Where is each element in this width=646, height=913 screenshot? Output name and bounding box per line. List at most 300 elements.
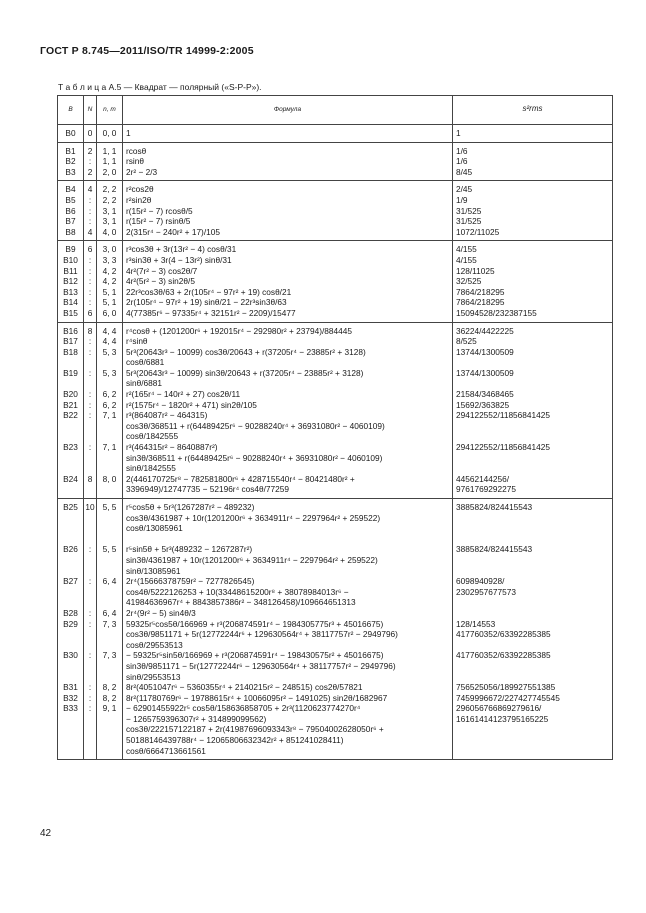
- cell-line: B7: [65, 216, 76, 227]
- cell-line: [85, 746, 95, 757]
- cell-line: :: [88, 297, 92, 308]
- cell-line: B9: [65, 244, 76, 255]
- cell-line: 2, 2: [102, 184, 117, 195]
- cell-line: [98, 597, 121, 608]
- cell-line: B3: [65, 166, 76, 177]
- cell-line: [456, 523, 610, 534]
- cell-line: [85, 378, 95, 389]
- cell-line: 4/155: [456, 254, 477, 265]
- cell-line: :: [88, 692, 92, 703]
- cell-line: 4r²(5r² − 3) sin2θ/5: [126, 276, 195, 287]
- cell-line: B11: [63, 265, 78, 276]
- cell-line: [98, 357, 121, 368]
- cell-line: 2/45: [456, 184, 473, 195]
- cell-line: [98, 463, 121, 474]
- cell-line: 3, 1: [102, 216, 117, 227]
- cell-line: sinθ/13085961: [126, 565, 181, 576]
- cell-line: cosθ/6664713661561: [126, 745, 206, 756]
- cell-line: 0, 0: [102, 128, 117, 138]
- cell-line: [98, 453, 121, 464]
- cell-line: cosθ/1842555: [126, 431, 179, 442]
- cell-line: B8: [65, 226, 76, 237]
- cell-b: [58, 499, 84, 760]
- cell-line: 31/525: [456, 216, 482, 227]
- cell-line: 4, 0: [102, 226, 117, 237]
- cell-line: [85, 513, 95, 524]
- cell-line: B33: [63, 703, 78, 714]
- cell-line: 50188146439788r⁴ − 12065806632342r² + 851241028411): [126, 735, 344, 746]
- cell-line: 1, 1: [102, 145, 117, 156]
- cell-line: cosθ/6881: [126, 357, 165, 368]
- cell-line: [98, 421, 121, 432]
- cell-line: B12: [63, 276, 78, 287]
- cell-line: 3885824/824415543: [456, 544, 533, 555]
- cell-line: [59, 523, 82, 534]
- col-header-b: B: [58, 96, 84, 125]
- cell-line: [98, 587, 121, 598]
- cell-line: r⁵cos5θ + 5r³(1267287r² − 489232): [126, 502, 255, 512]
- cell-n: [84, 322, 97, 499]
- cell-line: 16161414123795165225: [456, 713, 549, 724]
- cell-line: B19: [63, 367, 78, 378]
- cell-line: [85, 555, 95, 566]
- cell-line: B22: [63, 410, 78, 421]
- cell-line: [85, 714, 95, 725]
- cell-line: [85, 629, 95, 640]
- cell-line: 5, 1: [102, 286, 117, 297]
- cell-line: :: [88, 399, 92, 410]
- zernike-table: [57, 95, 612, 760]
- table-row: [58, 241, 613, 322]
- cell-line: B14: [63, 297, 78, 308]
- cell-line: 4(77385r⁶ − 97335r⁴ + 32151r² − 2209)/15477: [126, 307, 296, 318]
- cell-line: 2r⁴(15666378759r² − 7277826545): [126, 576, 255, 587]
- cell-line: 0: [87, 128, 93, 138]
- cell-nm: [97, 499, 123, 760]
- cell-line: 8r²(4051047r⁶ − 5360355r⁴ + 2140215r² − 248515) cos2θ/57821: [126, 682, 363, 693]
- cell-line: [98, 378, 121, 389]
- cell-line: 4/155: [456, 244, 477, 255]
- cell-line: 2: [87, 145, 93, 156]
- cell-line: [59, 735, 82, 746]
- cell-line: 417760352/63392285385: [456, 650, 551, 661]
- cell-line: 2(446170725r⁸ − 782581800r⁶ + 428715540r⁴ − 80421480r² +: [126, 473, 355, 484]
- cell-line: 8, 2: [102, 692, 117, 703]
- cell-line: [456, 431, 610, 442]
- cell-line: [456, 608, 610, 619]
- cell-line: 4: [87, 226, 93, 237]
- cell-line: [456, 672, 610, 683]
- cell-line: 2302957677573: [456, 586, 516, 597]
- cell-line: [59, 421, 82, 432]
- cell-line: [59, 431, 82, 442]
- cell-line: 8, 2: [102, 682, 117, 693]
- cell-line: [59, 672, 82, 683]
- cell-line: [59, 453, 82, 464]
- cell-line: 4, 2: [102, 276, 117, 287]
- cell-line: [85, 463, 95, 474]
- table-header-row: [58, 96, 613, 125]
- cell-line: 1/6: [456, 145, 468, 156]
- table-row: [58, 142, 613, 181]
- cell-line: B26: [63, 544, 78, 555]
- col-header-formula: Формула: [123, 96, 453, 125]
- cell-line: [59, 555, 82, 566]
- cell-line: 5, 3: [102, 346, 117, 357]
- cell-line: 32/525: [456, 276, 482, 287]
- cell-line: [456, 724, 610, 735]
- cell-line: [98, 431, 121, 442]
- cell-formula: [123, 322, 453, 499]
- cell-line: B24: [63, 473, 78, 484]
- cell-line: 6: [87, 244, 93, 255]
- cell-line: :: [88, 618, 92, 629]
- cell-line: B25: [63, 502, 78, 512]
- cell-line: [85, 597, 95, 608]
- cell-line: [59, 463, 82, 474]
- cell-line: B15: [63, 307, 78, 318]
- cell-line: r³(864087r² − 464315): [126, 410, 208, 421]
- cell-line: 2r⁴(9r² − 5) sin4θ/3: [126, 607, 196, 618]
- cell-line: 8: [87, 325, 93, 336]
- cell-line: r²sin2θ: [126, 194, 152, 205]
- cell-line: rsinθ: [126, 156, 144, 167]
- cell-line: [59, 357, 82, 368]
- cell-line: 1: [126, 128, 131, 138]
- cell-line: [59, 640, 82, 651]
- cell-line: sin3θ/368511 + r(64489425r⁶ − 90288240r⁴ + 36931080r² − 4060109): [126, 452, 383, 463]
- cell-line: 8: [87, 473, 93, 484]
- cell-nm: [97, 125, 123, 143]
- cell-line: r(15r² − 7) rsinθ/5: [126, 216, 191, 227]
- cell-line: 3, 1: [102, 205, 117, 216]
- cell-line: 2: [87, 166, 93, 177]
- cell-line: sin3θ/4361987 + 10r(1201200r⁶ + 3634911r⁴ − 2297964r² + 259522): [126, 554, 378, 565]
- cell-n: [84, 241, 97, 322]
- cell-srms: [453, 142, 613, 181]
- cell-line: [98, 484, 121, 495]
- cell-line: [456, 746, 610, 757]
- cell-nm: [97, 322, 123, 499]
- cell-line: 756525056/189927551385: [456, 682, 556, 693]
- cell-line: 15094528/232387155: [456, 307, 537, 318]
- cell-line: [456, 661, 610, 672]
- cell-line: sin3θ/9851171 − 5r(12772244r⁶ − 129630564r⁴ + 38117757r² − 2949796): [126, 660, 396, 671]
- cell-line: 6, 2: [102, 399, 117, 410]
- cell-line: sinθ/1842555: [126, 463, 176, 474]
- cell-line: r²(1575r⁴ − 1820r² + 471) sin2θ/105: [126, 399, 257, 410]
- cell-line: :: [88, 544, 92, 555]
- cell-line: r(15r² − 7) rcosθ/5: [126, 205, 193, 216]
- cell-line: r²cos2θ: [126, 184, 154, 195]
- cell-line: :: [88, 276, 92, 287]
- cell-line: [456, 735, 610, 746]
- cell-line: 5, 1: [102, 297, 117, 308]
- cell-line: :: [88, 205, 92, 216]
- cell-line: sinθ/6881: [126, 378, 162, 389]
- cell-line: [456, 357, 610, 368]
- cell-line: [98, 513, 121, 524]
- document-header: ГОСТ Р 8.745—2011/ISO/TR 14999-2:2005: [40, 45, 254, 57]
- cell-line: [59, 566, 82, 577]
- cell-line: [456, 534, 610, 545]
- cell-line: 59325r⁵cos5θ/166969 + r³(206874591r⁴ − 1984305775r³ + 45016675): [126, 618, 384, 629]
- cell-line: 4, 2: [102, 265, 117, 276]
- cell-line: B31: [63, 682, 78, 693]
- cell-line: [456, 453, 610, 464]
- cell-line: 6: [87, 307, 93, 318]
- cell-nm: [97, 142, 123, 181]
- cell-line: [85, 661, 95, 672]
- cell-line: :: [88, 650, 92, 661]
- cell-n: [84, 181, 97, 241]
- cell-line: 2(315r⁴ − 240r² + 17)/105: [126, 226, 220, 237]
- cell-line: 7, 3: [102, 650, 117, 661]
- cell-formula: [123, 241, 453, 322]
- cell-line: [85, 421, 95, 432]
- cell-line: 4r²(7r² − 3) cos2θ/7: [126, 265, 198, 276]
- cell-line: 6, 4: [102, 607, 117, 618]
- cell-line: [98, 661, 121, 672]
- cell-srms: [453, 322, 613, 499]
- cell-line: :: [88, 389, 92, 400]
- cell-line: 6, 0: [102, 307, 117, 318]
- table-row: [58, 181, 613, 241]
- cell-line: B10: [63, 254, 78, 265]
- cell-line: 3, 3: [102, 254, 117, 265]
- cell-line: 5, 5: [102, 544, 117, 555]
- cell-line: 9, 1: [102, 703, 117, 714]
- cell-line: 13744/1300509: [456, 367, 514, 378]
- cell-formula: [123, 125, 453, 143]
- cell-line: [456, 597, 610, 608]
- cell-line: r³(464315r² − 8640887r²): [126, 442, 218, 453]
- cell-line: 8/525: [456, 336, 477, 347]
- cell-line: cos3θ/4361987 + 10r(1201200r⁶ + 3634911r⁴ − 2297964r² + 259522): [126, 512, 381, 523]
- cell-line: 1/6: [456, 156, 468, 167]
- cell-line: B5: [65, 194, 76, 205]
- cell-line: [85, 357, 95, 368]
- cell-line: [59, 714, 82, 725]
- cell-line: 13744/1300509: [456, 346, 514, 357]
- cell-line: 2, 0: [102, 166, 117, 177]
- cell-line: [85, 724, 95, 735]
- cell-line: [59, 746, 82, 757]
- col-header-srms: [453, 96, 613, 125]
- cell-line: B4: [65, 184, 76, 195]
- cell-line: :: [88, 410, 92, 421]
- table-body: [58, 125, 613, 760]
- cell-line: [126, 534, 450, 545]
- page-number: 42: [40, 828, 52, 839]
- cell-n: [84, 142, 97, 181]
- srms-label: s²rms: [522, 104, 543, 114]
- cell-line: [456, 640, 610, 651]
- table-row: [58, 322, 613, 499]
- cell-line: 31/525: [456, 205, 482, 216]
- cell-b: [58, 142, 84, 181]
- cell-line: :: [88, 576, 92, 587]
- cell-line: cos3θ/9851171 + 5r(12772244r⁶ + 129630564r⁴ + 38117757r² − 2949796): [126, 629, 398, 640]
- cell-line: − 1265759396307r² + 314899099562): [126, 713, 267, 724]
- cell-line: [85, 484, 95, 495]
- cell-line: [98, 534, 121, 545]
- cell-srms: [453, 499, 613, 760]
- cell-line: [59, 378, 82, 389]
- cell-line: r⁴sinθ: [126, 336, 148, 347]
- cell-srms: [453, 181, 613, 241]
- cell-line: :: [88, 265, 92, 276]
- col-header-n: N: [84, 96, 97, 125]
- cell-line: 5, 3: [102, 367, 117, 378]
- cell-line: 7459996672/227427745545: [456, 692, 560, 703]
- cell-line: 128/14553: [456, 618, 496, 629]
- cell-line: 21584/3468465: [456, 389, 514, 400]
- cell-line: 2, 2: [102, 194, 117, 205]
- cell-line: 10: [85, 502, 95, 512]
- cell-formula: [123, 499, 453, 760]
- table-row: [58, 499, 613, 760]
- cell-nm: [97, 241, 123, 322]
- cell-line: [98, 672, 121, 683]
- cell-srms: [453, 125, 613, 143]
- cell-line: [85, 534, 95, 545]
- cell-line: [98, 746, 121, 757]
- cell-b: [58, 125, 84, 143]
- cell-line: cos3θ/222157122187 + 2r(41987696093343r⁸ − 79504002628050r⁶ +: [126, 724, 384, 735]
- cell-line: [59, 724, 82, 735]
- cell-line: 4, 4: [102, 336, 117, 347]
- cell-line: B21: [63, 399, 78, 410]
- cell-line: 44562144256/: [456, 473, 510, 484]
- cell-line: :: [88, 216, 92, 227]
- cell-line: B16: [63, 325, 78, 336]
- cell-line: [98, 555, 121, 566]
- cell-line: r⁵sin5θ + 5r³(489232 − 1267287r²): [126, 544, 253, 555]
- cell-line: :: [88, 156, 92, 167]
- cell-line: 5r³(20643r³ − 10099) sin3θ/20643 + r(37205r⁴ − 23885r² + 3128): [126, 367, 364, 378]
- cell-line: 1: [456, 128, 461, 138]
- cell-line: 41984636967r⁴ + 8843857386r² − 348126458)/109664651313: [126, 597, 356, 608]
- cell-line: sinθ/29553513: [126, 671, 181, 682]
- cell-line: [59, 629, 82, 640]
- cell-formula: [123, 142, 453, 181]
- cell-line: [98, 714, 121, 725]
- cell-line: cosθ/13085961: [126, 523, 183, 534]
- cell-line: 2r(105r⁴ − 97r² + 19) sinθ/21 − 22r³sin3θ/63: [126, 297, 287, 308]
- cell-line: [85, 453, 95, 464]
- cell-line: − 62901455922r⁵ cos5θ/158636858705 + 2r³(1120623774270r⁴: [126, 703, 361, 714]
- cell-line: B6: [65, 205, 76, 216]
- cell-srms: [453, 241, 613, 322]
- cell-line: r²(165r⁴ − 140r² + 27) cos2θ/11: [126, 389, 241, 400]
- cell-line: rcosθ: [126, 145, 147, 156]
- cell-line: 6, 2: [102, 389, 117, 400]
- table-row: [58, 125, 613, 143]
- cell-line: B20: [63, 389, 78, 400]
- cell-n: [84, 125, 97, 143]
- cell-line: :: [88, 682, 92, 693]
- cell-line: [98, 566, 121, 577]
- cell-line: r⁴cosθ + (1201200r⁶ + 192015r⁴ − 292980r² + 23794)/884445: [126, 325, 352, 336]
- cell-line: B27: [63, 576, 78, 587]
- cell-line: 8, 0: [102, 473, 117, 484]
- cell-line: [98, 735, 121, 746]
- cell-line: [456, 421, 610, 432]
- cell-line: B32: [63, 692, 78, 703]
- cell-line: B30: [63, 650, 78, 661]
- cell-line: 36224/4422225: [456, 325, 514, 336]
- cell-line: cos4θ/5222126253 + 10(33448615200r⁸ + 38078984013r⁶ −: [126, 586, 349, 597]
- cell-line: [85, 566, 95, 577]
- cell-line: [98, 724, 121, 735]
- cell-line: B28: [63, 607, 78, 618]
- cell-line: 7864/218295: [456, 297, 505, 308]
- cell-line: 9761769292275: [456, 484, 516, 495]
- cell-line: − 59325r⁵sin5θ/166969 + r³(206874591r⁴ − 198430575r² + 45016675): [126, 650, 384, 661]
- cell-line: cos3θ/368511 + r(64489425r⁶ − 90288240r⁴ + 36931080r² − 4060109): [126, 420, 385, 431]
- cell-line: B18: [63, 346, 78, 357]
- cell-n: [84, 499, 97, 760]
- cell-line: :: [88, 346, 92, 357]
- cell-line: 5r³(20643r³ − 10099) cos3θ/20643 + r(37205r⁴ − 23885r² + 3128): [126, 346, 366, 357]
- cell-line: 3885824/824415543: [456, 502, 533, 512]
- cell-line: 1, 1: [102, 156, 117, 167]
- cell-line: [59, 534, 82, 545]
- cell-line: :: [88, 336, 92, 347]
- cell-line: [98, 640, 121, 651]
- table-caption: Т а б л и ц а А.5 — Квадрат — полярный («S-P-P»).: [58, 82, 262, 92]
- cell-line: [456, 555, 610, 566]
- cell-line: 1072/11025: [456, 226, 500, 237]
- cell-line: 7864/218295: [456, 286, 505, 297]
- cell-line: :: [88, 442, 92, 453]
- cell-line: 8/45: [456, 166, 473, 177]
- cell-line: :: [88, 703, 92, 714]
- cell-line: 128/11025: [456, 265, 495, 276]
- cell-line: 294122552/11856841425: [456, 442, 550, 453]
- cell-line: B2: [65, 156, 76, 167]
- cell-line: [59, 484, 82, 495]
- cell-line: [85, 640, 95, 651]
- cell-line: 4: [87, 184, 93, 195]
- cell-line: r³sin3θ + 3r(4 − 13r²) sinθ/31: [126, 254, 232, 265]
- cell-line: 1/9: [456, 194, 468, 205]
- cell-line: 7, 1: [102, 410, 117, 421]
- cell-line: :: [88, 254, 92, 265]
- cell-line: :: [88, 194, 92, 205]
- cell-line: r³cos3θ + 3r(13r² − 4) cosθ/31: [126, 244, 237, 255]
- cell-line: [59, 513, 82, 524]
- cell-line: [456, 566, 610, 577]
- cell-line: :: [88, 286, 92, 297]
- cell-b: [58, 241, 84, 322]
- cell-line: [59, 661, 82, 672]
- cell-line: [456, 463, 610, 474]
- cell-line: 3, 0: [102, 244, 117, 255]
- cell-line: [59, 597, 82, 608]
- cell-line: [456, 513, 610, 524]
- cell-line: 294122552/11856841425: [456, 410, 550, 421]
- cell-line: 6, 4: [102, 576, 117, 587]
- cell-line: B29: [63, 618, 78, 629]
- cell-line: cosθ/29553513: [126, 639, 183, 650]
- cell-line: 7, 1: [102, 442, 117, 453]
- cell-b: [58, 322, 84, 499]
- cell-line: [98, 629, 121, 640]
- cell-line: B13: [63, 286, 78, 297]
- cell-line: 15692/363825: [456, 399, 510, 410]
